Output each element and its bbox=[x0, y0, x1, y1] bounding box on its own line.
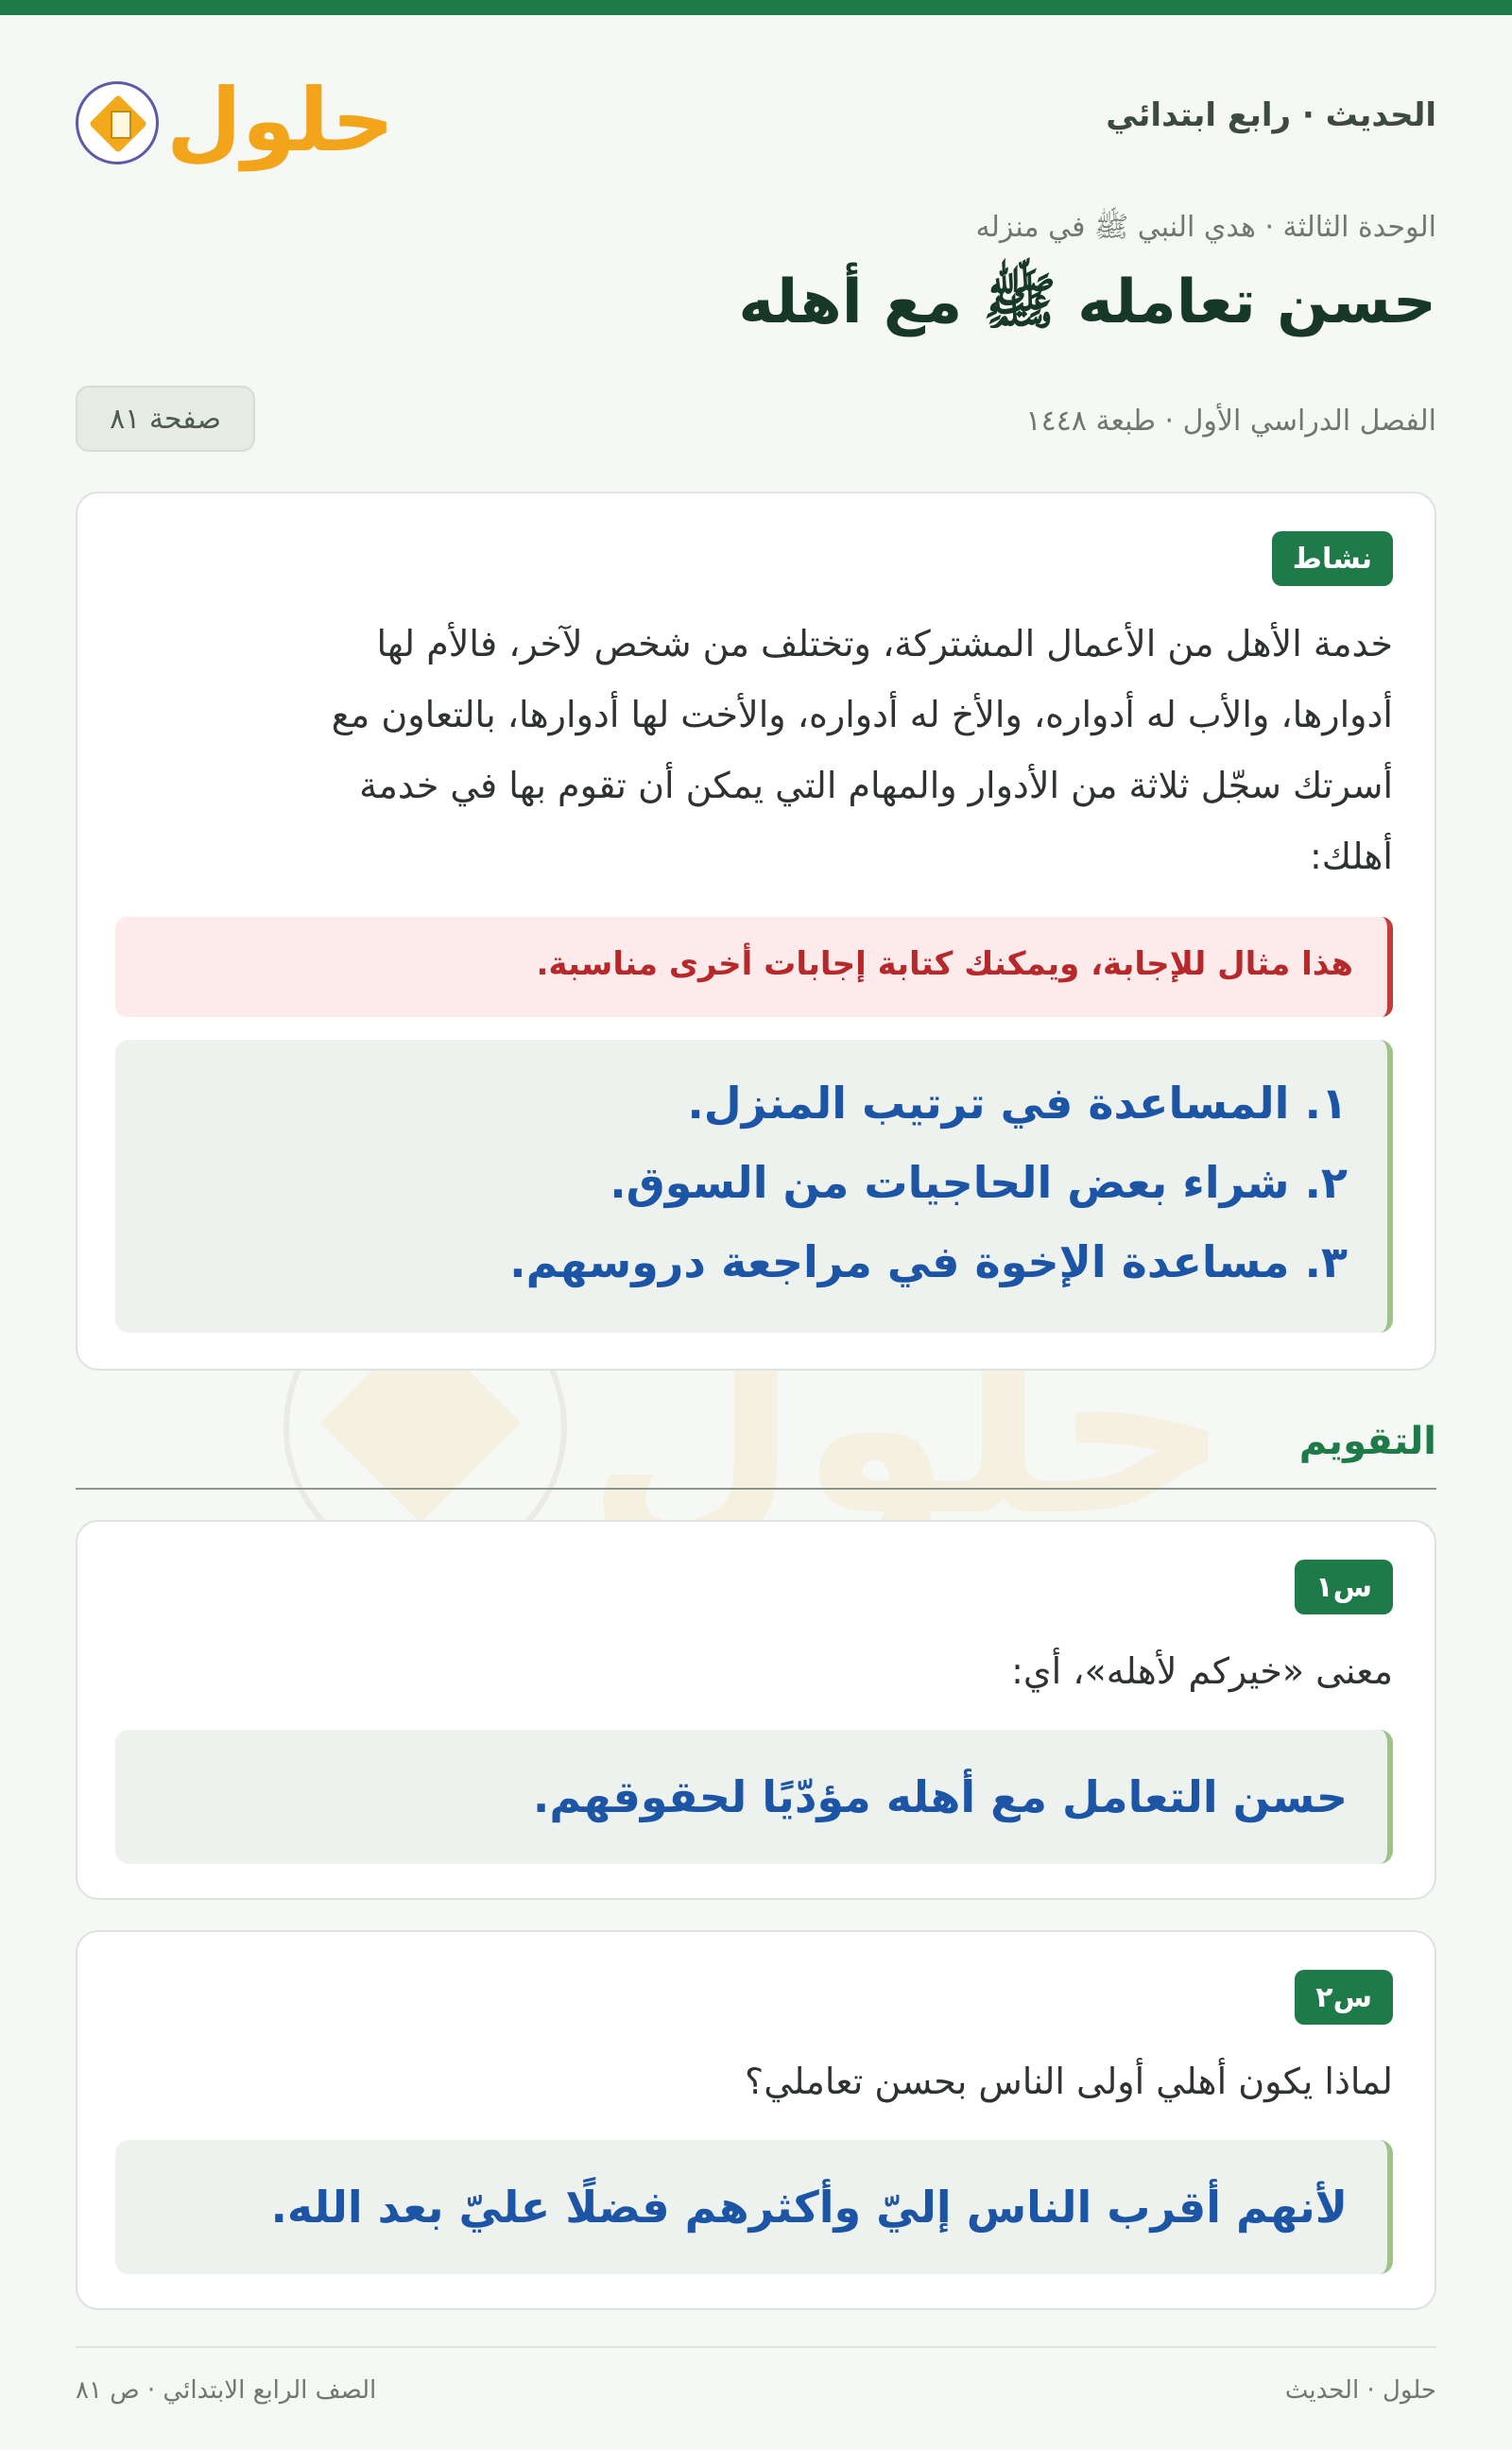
footer-site-link[interactable]: حلول · الحديث bbox=[1284, 2376, 1436, 2405]
activity-text-line: أسرتك سجّل ثلاثة من الأدوار والمهام التي يمكن أن تقوم بها في خدمة bbox=[359, 765, 1393, 806]
question-card-2 bbox=[76, 1930, 1436, 2310]
unit-subtitle: الوحدة الثالثة · هدي النبي ﷺ في منزله bbox=[975, 211, 1436, 244]
activity-card bbox=[76, 492, 1436, 1371]
example-note bbox=[115, 917, 1393, 1017]
answer-text: حسن التعامل مع أهله مؤدّيًا لحقوقهم. bbox=[532, 1771, 1348, 1822]
question-tag: س١ bbox=[1295, 1560, 1393, 1614]
activity-text-line: أدوارها، والأب له أدواره، والأخ له أدواره، والأخت لها أدوارها، بالتعاون مع bbox=[331, 694, 1393, 735]
page-title: حسن تعامله ﷺ مع أهله bbox=[738, 267, 1436, 337]
question-tag: س٢ bbox=[1295, 1970, 1393, 2025]
activity-answer-box bbox=[115, 1040, 1393, 1333]
watermark-text: حلول bbox=[586, 1285, 1231, 1570]
footer-divider bbox=[76, 2346, 1436, 2348]
answer-item: ١. المساعدة في ترتيب المنزل. bbox=[687, 1078, 1348, 1129]
question-text: معنى «خيركم لأهله»، أي: bbox=[1011, 1650, 1393, 1692]
activity-text bbox=[174, 609, 1393, 892]
answer-item: ٣. مساعدة الإخوة في مراجعة دروسهم. bbox=[509, 1236, 1348, 1287]
example-note-text: هذا مثال للإجابة، ويمكنك كتابة إجابات أخرى مناسبة. bbox=[536, 945, 1353, 983]
answer-item: ٢. شراء بعض الحاجيات من السوق. bbox=[610, 1157, 1348, 1208]
page-header bbox=[76, 68, 1436, 172]
logo-page-shape bbox=[111, 111, 131, 139]
logo-text: حلول bbox=[166, 70, 395, 171]
page-number-badge: صفحة ٨١ bbox=[76, 386, 255, 452]
activity-tag: نشاط bbox=[1272, 531, 1393, 586]
question-answer-box bbox=[115, 1730, 1393, 1864]
section-divider bbox=[76, 1488, 1436, 1490]
question-text: لماذا يكون أهلي أولى الناس بحسن تعاملي؟ bbox=[745, 2061, 1393, 2102]
section-title-evaluation: التقويم bbox=[1298, 1420, 1436, 1463]
question-answer-box bbox=[115, 2140, 1393, 2274]
logo-book-icon bbox=[76, 81, 159, 164]
question-card-1 bbox=[76, 1520, 1436, 1900]
activity-text-line: خدمة الأهل من الأعمال المشتركة، وتختلف من شخص لآخر، فالأم لها bbox=[376, 623, 1393, 664]
top-accent-bar bbox=[0, 0, 1512, 15]
activity-text-line: أهلك: bbox=[1309, 836, 1393, 877]
breadcrumb: الحديث · رابع ابتدائي bbox=[1106, 96, 1436, 134]
answer-text: لأنهم أقرب الناس إليّ وأكثرهم فضلًا عليّ بعد الله. bbox=[270, 2182, 1348, 2233]
footer-page-info: الصف الرابع الابتدائي · ص ٨١ bbox=[76, 2376, 377, 2405]
semester-info: الفصل الدراسي الأول · طبعة ١٤٤٨ bbox=[1025, 405, 1436, 438]
site-logo[interactable] bbox=[76, 68, 395, 172]
